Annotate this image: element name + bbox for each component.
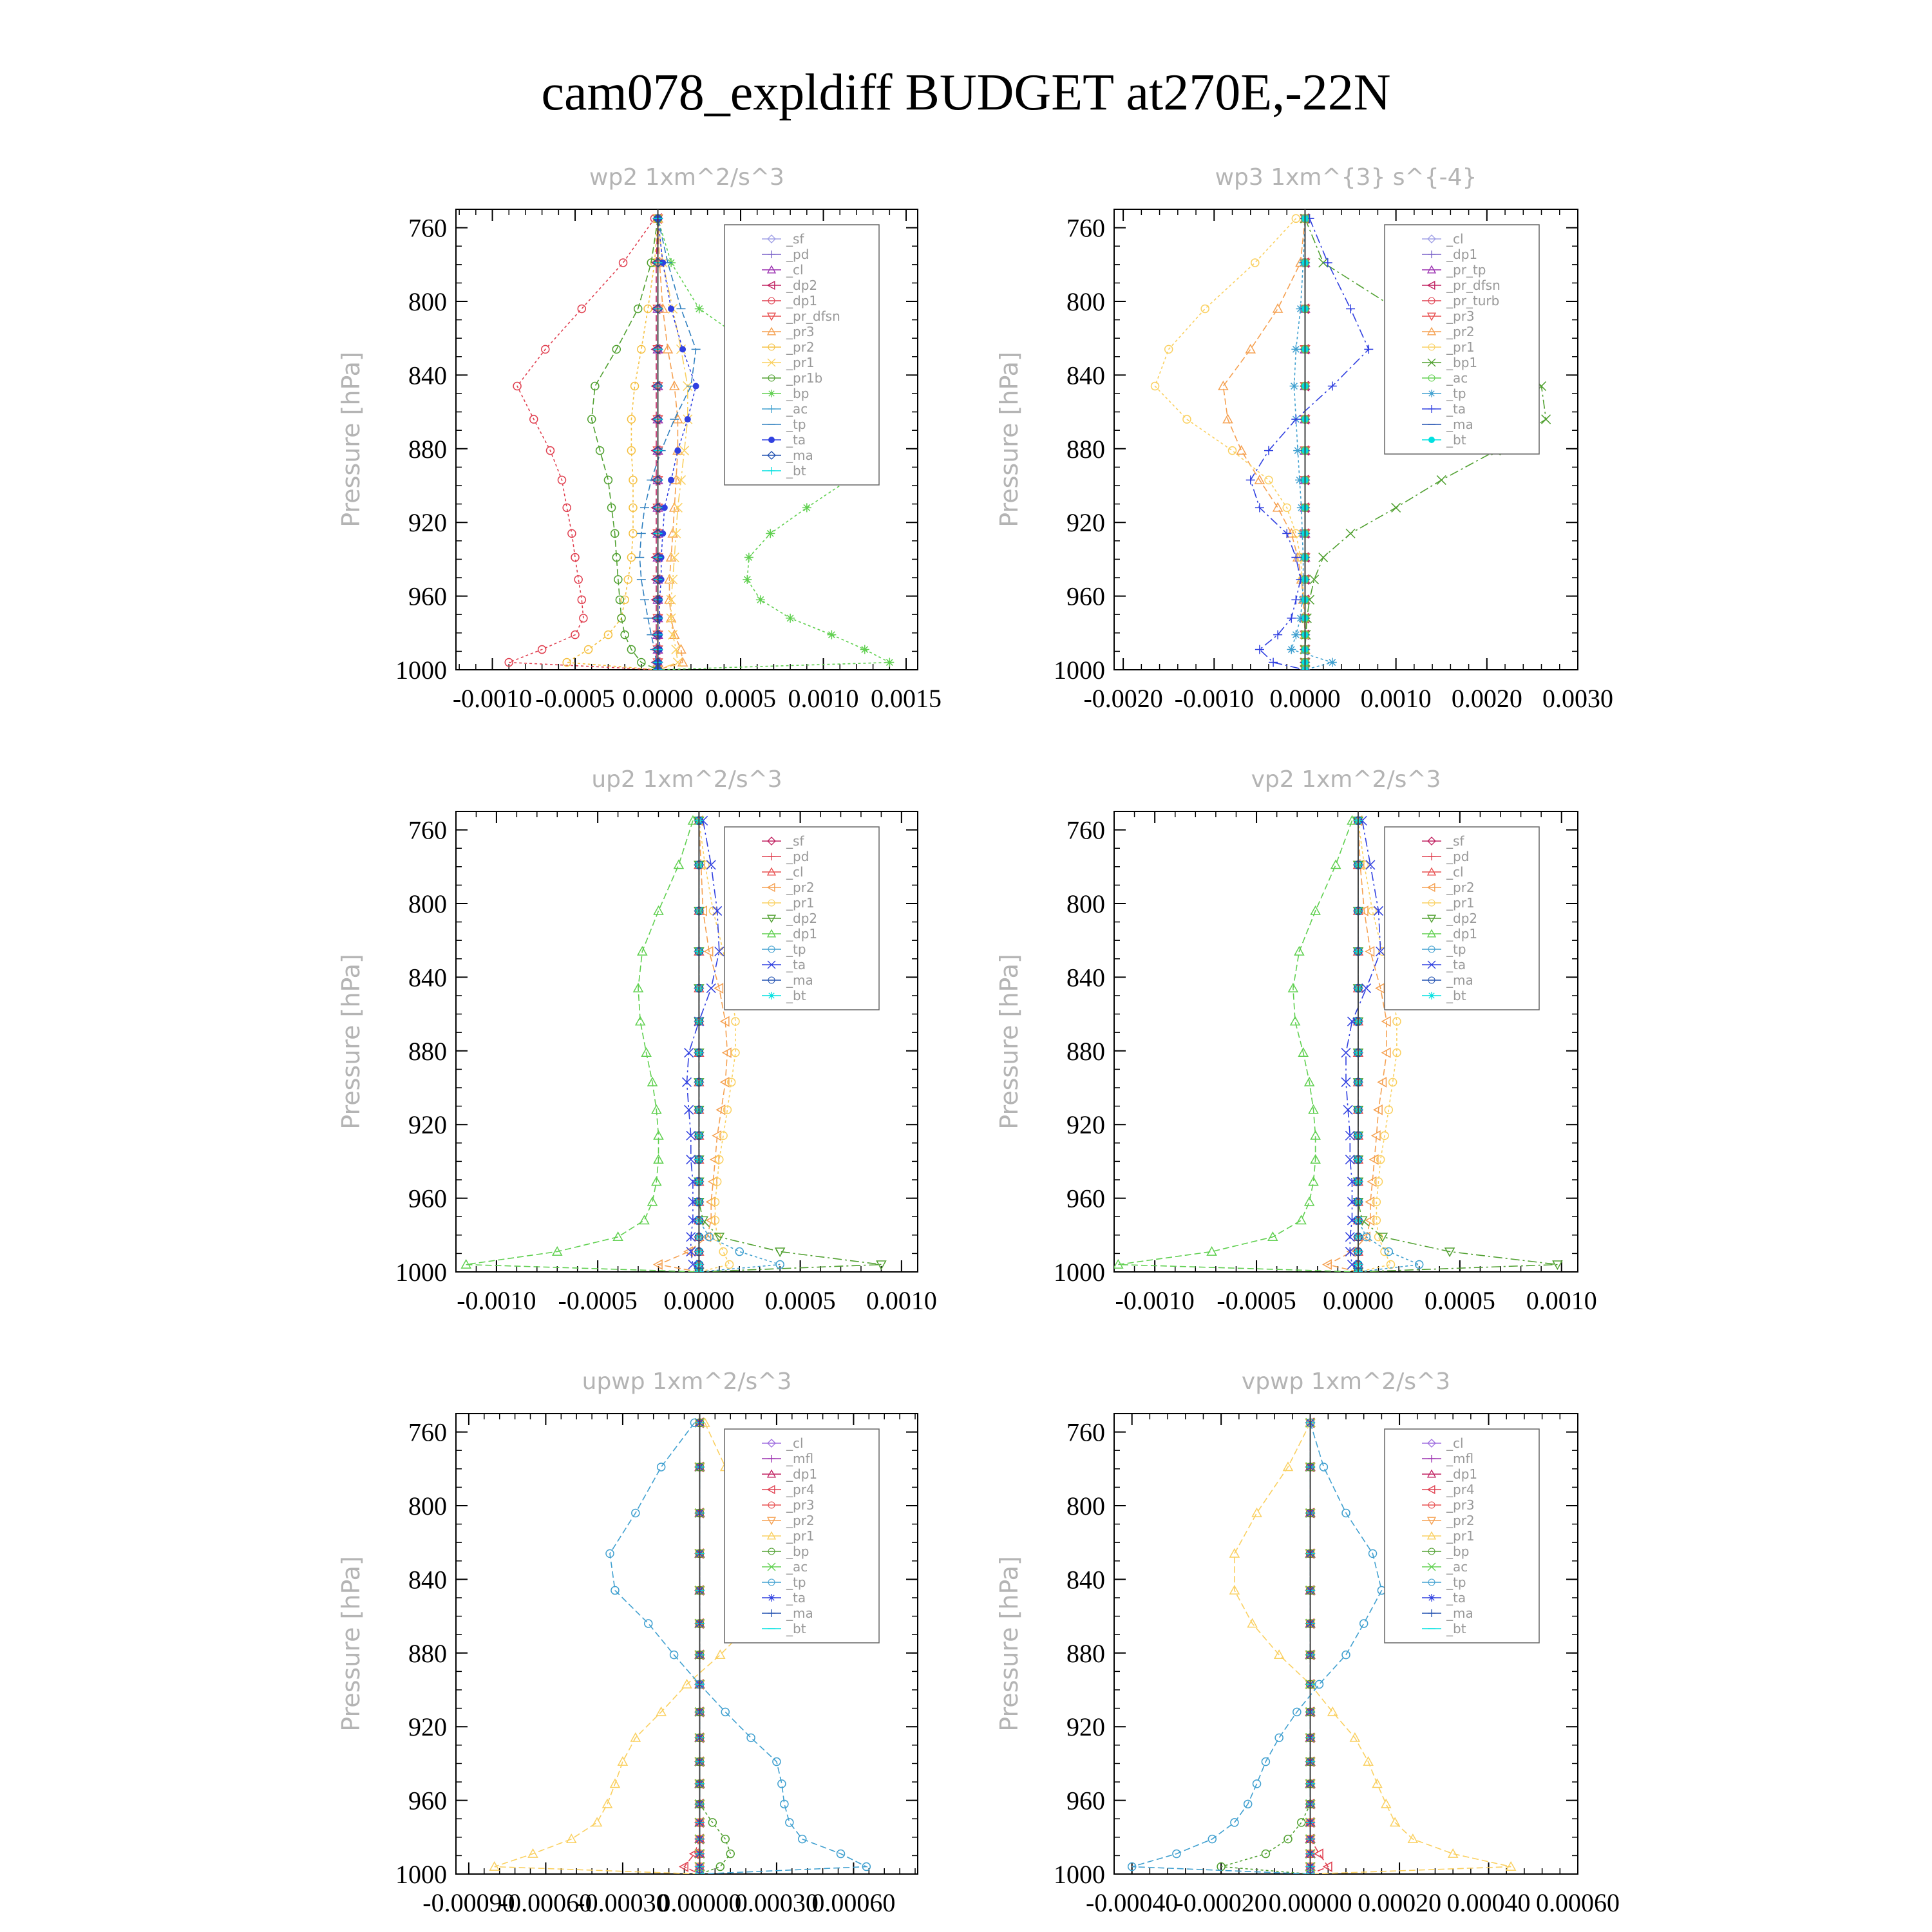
y-tick-label: 920 [1066, 1712, 1105, 1742]
panel-title: wp2 1xm^2/s^3 [589, 164, 784, 191]
x-tick-label: 0.00020 [1358, 1888, 1442, 1917]
y-tick-label: 840 [408, 963, 447, 992]
legend-label: _bt [786, 1621, 806, 1636]
legend-label: _ta [786, 1590, 806, 1605]
data-point [1273, 304, 1282, 312]
panel-6 [995, 1368, 1620, 1917]
y-tick-label: 760 [408, 1417, 447, 1447]
data-point [726, 1261, 734, 1269]
y-tick-label: 760 [408, 815, 447, 845]
data-point [1360, 1620, 1368, 1627]
data-point [1273, 503, 1282, 511]
legend-label: _tp [1446, 1575, 1466, 1590]
y-axis-label: Pressure [hPa] [995, 352, 1023, 527]
data-point [756, 595, 765, 604]
data-point [1366, 860, 1375, 869]
legend-label: _pr_dfsn [786, 308, 840, 324]
data-point [645, 1620, 652, 1627]
data-point [1346, 304, 1355, 313]
x-tick-label: 0.0010 [1526, 1286, 1597, 1315]
data-point [1381, 1799, 1390, 1808]
data-point [1291, 345, 1300, 354]
legend-marker [768, 1594, 775, 1602]
x-tick-label: 0.00000 [658, 1888, 742, 1917]
x-tick-label: 0.00000 [1268, 1888, 1352, 1917]
series-line-dp1 [466, 820, 699, 1272]
data-point [1265, 476, 1273, 484]
x-tick-label: 0.00060 [1536, 1888, 1620, 1917]
legend-label: _pr1 [786, 895, 815, 911]
y-tick-label: 760 [1066, 1417, 1105, 1447]
y-tick-label: 760 [1066, 815, 1105, 845]
data-point [1298, 1819, 1305, 1826]
panel-1 [337, 164, 942, 713]
data-point [802, 503, 811, 512]
legend-label: _dp2 [786, 278, 818, 293]
legend-label: _dp1 [786, 293, 818, 308]
y-tick-label: 840 [408, 1565, 447, 1595]
legend-label: _pr_tp [1446, 262, 1486, 278]
y-tick-label: 840 [1066, 1565, 1105, 1595]
legend-label: _pr4 [1446, 1482, 1475, 1497]
data-point [1287, 614, 1296, 623]
data-point [685, 416, 691, 422]
data-point [674, 860, 683, 869]
data-point [1323, 258, 1332, 267]
y-tick-label: 1000 [395, 656, 447, 685]
data-point [618, 1757, 627, 1766]
x-tick-label: 0.0005 [705, 684, 777, 713]
data-point [654, 906, 663, 914]
y-tick-label: 1000 [395, 1860, 447, 1889]
x-tick-label: 0.0010 [866, 1286, 937, 1315]
data-point [1310, 575, 1319, 584]
legend-label: _ta [1446, 1590, 1466, 1605]
x-tick-label: -0.0020 [1083, 684, 1163, 713]
y-tick-label: 920 [1066, 1110, 1105, 1140]
panel-title: wp3 1xm^{3} s^{-4} [1215, 164, 1477, 191]
y-tick-label: 840 [408, 361, 447, 390]
series-line-pr1b [592, 218, 658, 670]
data-point [1320, 1463, 1327, 1471]
y-tick-label: 760 [408, 213, 447, 243]
series-line-dp1 [509, 218, 658, 670]
legend-label: _pr1 [1446, 339, 1475, 355]
data-point [621, 631, 629, 639]
data-point [578, 305, 585, 312]
data-point [658, 1463, 665, 1471]
legend [1385, 1429, 1539, 1643]
data-point [1328, 658, 1337, 667]
x-tick-label: -0.0005 [535, 684, 615, 713]
series-line-pr1 [1155, 218, 1305, 670]
legend-label: _sf [786, 833, 804, 849]
y-tick-label: 880 [408, 1638, 447, 1668]
legend [724, 225, 879, 485]
y-tick-label: 920 [408, 1712, 447, 1742]
x-tick-label: -0.0010 [1174, 684, 1254, 713]
data-point [1290, 382, 1299, 391]
y-tick-label: 1000 [395, 1258, 447, 1287]
series-line-tp [1132, 1423, 1382, 1874]
data-point [1275, 1734, 1283, 1741]
legend-label: _pr2 [786, 880, 815, 895]
legend-label: _pr1 [786, 355, 815, 370]
data-point [1305, 1197, 1314, 1206]
y-tick-label: 1000 [1054, 1258, 1105, 1287]
legend-label: _pr3 [786, 1497, 815, 1513]
panel-3 [337, 766, 937, 1315]
panel-5 [337, 1368, 918, 1917]
legend-label: _bt [1446, 1621, 1466, 1636]
x-tick-label: -0.0005 [558, 1286, 638, 1315]
legend-label: _tp [786, 942, 806, 957]
y-tick-label: 960 [1066, 1786, 1105, 1815]
y-tick-label: 920 [1066, 508, 1105, 538]
legend-marker [768, 992, 775, 999]
legend-label: _dp1 [1446, 247, 1478, 262]
data-point [693, 383, 699, 390]
legend-label: _ta [1446, 957, 1466, 972]
y-tick-label: 760 [1066, 213, 1105, 243]
data-point [1387, 1261, 1394, 1269]
legend-label: _pr4 [786, 1482, 815, 1497]
series-line-bp [1221, 1423, 1310, 1874]
x-tick-label: 0.0000 [1269, 684, 1341, 713]
y-tick-label: 800 [408, 1492, 447, 1520]
x-tick-label: -0.00030 [576, 1888, 669, 1917]
legend-label: _ma [1446, 972, 1473, 988]
data-point [1319, 553, 1328, 562]
legend-label: _cl [786, 864, 804, 880]
data-point [719, 1248, 727, 1256]
data-point [735, 1248, 743, 1256]
data-point [1251, 259, 1259, 267]
y-tick-label: 960 [408, 1184, 447, 1213]
legend [724, 827, 879, 1010]
legend-label: _pr3 [1446, 308, 1475, 324]
page-title: cam078_expldiff BUDGET at270E,-22N [541, 64, 1391, 121]
data-point [668, 477, 674, 483]
data-point [679, 346, 686, 352]
x-tick-label: -0.0005 [1217, 1286, 1296, 1315]
legend-label: _dp1 [786, 926, 818, 942]
legend-label: _pd [1446, 849, 1470, 864]
data-point [1218, 382, 1227, 390]
legend-label: _tp [786, 1575, 806, 1590]
x-tick-label: 0.0000 [1322, 1286, 1394, 1315]
legend-label: _ta [1446, 401, 1466, 417]
series-line-tp [639, 218, 696, 670]
x-tick-label: -0.0010 [1115, 1286, 1195, 1315]
data-point [744, 553, 753, 562]
legend-label: _ma [1446, 417, 1473, 432]
x-tick-label: 0.0015 [871, 684, 942, 713]
legend-label: _bt [786, 463, 806, 478]
legend-label: _pd [786, 849, 810, 864]
data-point [674, 448, 681, 454]
legend-marker [1428, 1594, 1435, 1602]
x-tick-label: 0.0000 [622, 684, 694, 713]
legend-marker [1428, 390, 1435, 397]
x-tick-label: 0.0010 [788, 684, 859, 713]
x-tick-label: -0.0010 [452, 684, 533, 713]
legend-label: _ma [786, 448, 813, 463]
y-tick-label: 880 [1066, 1036, 1105, 1066]
series-line-dp1 [1118, 820, 1358, 1272]
x-tick-label: 0.00060 [811, 1888, 896, 1917]
legend-label: _cl [786, 262, 804, 278]
data-point [1246, 475, 1255, 484]
data-point [860, 645, 869, 654]
data-point [766, 529, 775, 538]
x-tick-label: 0.0020 [1451, 684, 1522, 713]
legend-label: _bp [786, 1544, 810, 1559]
legend-label: _pr1b [786, 370, 823, 386]
data-point [673, 658, 682, 667]
legend-label: _mfl [1446, 1451, 1474, 1466]
data-point [1201, 305, 1209, 312]
y-tick-label: 800 [1066, 1492, 1105, 1520]
data-point [1392, 503, 1401, 512]
panel-2 [995, 164, 1613, 713]
legend-label: _ac [786, 401, 808, 417]
data-point [786, 614, 795, 623]
data-point [743, 575, 752, 584]
data-point [1346, 529, 1355, 538]
x-tick-label: 0.0005 [764, 1286, 836, 1315]
legend-label: _cl [1446, 1435, 1464, 1451]
legend-label: _ma [786, 972, 813, 988]
y-tick-label: 800 [1066, 889, 1105, 918]
data-point [1437, 475, 1446, 484]
data-point [1448, 1850, 1457, 1858]
y-tick-label: 840 [1066, 361, 1105, 390]
legend-label: _ma [1446, 1605, 1473, 1621]
data-point [1246, 345, 1255, 353]
data-point [567, 1835, 576, 1843]
y-tick-label: 960 [1066, 582, 1105, 611]
data-point [1331, 860, 1340, 869]
legend-label: _pr2 [1446, 880, 1475, 895]
legend-label: _dp1 [1446, 926, 1478, 942]
panel-title: upwp 1xm^2/s^3 [582, 1368, 792, 1395]
y-tick-label: 800 [1066, 287, 1105, 316]
legend-label: _dp1 [1446, 1466, 1478, 1482]
legend-label: _pr3 [1446, 1497, 1475, 1513]
legend-label: _pr2 [1446, 324, 1475, 339]
y-tick-label: 880 [1066, 434, 1105, 464]
series-line-ta [1251, 218, 1369, 670]
y-axis-label: Pressure [hPa] [337, 954, 365, 1130]
legend-label: _bt [1446, 988, 1466, 1003]
x-tick-label: -0.00090 [422, 1888, 515, 1917]
data-point [614, 1233, 623, 1241]
y-axis-label: Pressure [hPa] [337, 1556, 365, 1732]
legend-label: _dp1 [786, 1466, 818, 1482]
y-tick-label: 800 [408, 287, 447, 316]
x-tick-label: -0.0010 [457, 1286, 536, 1315]
y-axis-label: Pressure [hPa] [337, 352, 365, 527]
data-point [1237, 446, 1246, 455]
legend [1385, 225, 1539, 454]
data-point [668, 305, 674, 312]
data-point [827, 630, 836, 639]
y-tick-label: 1000 [1054, 656, 1105, 685]
y-tick-label: 880 [408, 434, 447, 464]
data-point [1315, 1680, 1323, 1688]
legend-label: _cl [1446, 231, 1464, 247]
legend-label: _pr1 [1446, 895, 1475, 911]
data-point [1287, 645, 1296, 654]
y-tick-label: 960 [1066, 1184, 1105, 1213]
legend-label: _dp2 [786, 911, 818, 926]
panel-title: up2 1xm^2/s^3 [591, 766, 782, 793]
legend-label: _ac [1446, 370, 1468, 386]
series-line-ta [1346, 820, 1381, 1272]
legend-label: _dp2 [1446, 911, 1478, 926]
legend-label: _tp [1446, 942, 1466, 957]
legend-label: _sf [786, 231, 804, 247]
data-point [685, 1048, 694, 1057]
legend-label: _bt [786, 988, 806, 1003]
x-tick-label: 0.00040 [1446, 1888, 1531, 1917]
legend-label: _ac [1446, 1559, 1468, 1575]
legend-label: _sf [1446, 833, 1464, 849]
legend-label: _tp [1446, 386, 1466, 401]
panel-title: vp2 1xm^2/s^3 [1251, 766, 1441, 793]
legend-label: _pr3 [786, 324, 815, 339]
y-tick-label: 960 [408, 582, 447, 611]
legend-label: _pr2 [786, 339, 815, 355]
x-tick-label: 0.0000 [663, 1286, 735, 1315]
legend-label: _mfl [786, 1451, 814, 1466]
data-point [716, 1863, 724, 1871]
legend-label: _pr1 [786, 1528, 815, 1544]
y-tick-label: 840 [1066, 963, 1105, 992]
legend-label: _pr_turb [1446, 293, 1500, 308]
y-tick-label: 880 [408, 1036, 447, 1066]
legend-marker [1428, 437, 1435, 443]
legend-label: _pd [786, 247, 810, 262]
x-tick-label: 0.0010 [1360, 684, 1432, 713]
data-point [885, 658, 894, 667]
x-tick-label: 0.0030 [1542, 684, 1613, 713]
x-tick-label: 0.00030 [734, 1888, 819, 1917]
y-tick-label: 920 [408, 508, 447, 538]
legend-label: _pr1 [1446, 1528, 1475, 1544]
data-point [620, 259, 627, 267]
y-axis-label: Pressure [hPa] [995, 954, 1023, 1130]
data-point [1542, 415, 1551, 424]
x-tick-label: 0.0005 [1424, 1286, 1495, 1315]
legend-marker [768, 437, 775, 443]
data-point [786, 1819, 793, 1826]
y-tick-label: 1000 [1054, 1860, 1105, 1889]
legend-label: _ta [786, 957, 806, 972]
legend-label: _ta [786, 432, 806, 448]
legend-label: _tp [786, 417, 806, 432]
legend-marker [1428, 992, 1435, 999]
x-tick-label: -0.00060 [499, 1888, 592, 1917]
legend-label: _pr2 [786, 1513, 815, 1528]
legend-label: _bp [1446, 1544, 1470, 1559]
y-tick-label: 920 [408, 1110, 447, 1140]
legend-label: _bp [786, 386, 810, 401]
series-line-pr2 [1223, 218, 1305, 670]
legend-label: _ac [786, 1559, 808, 1575]
legend-label: _cl [786, 1435, 804, 1451]
legend-label: _bp1 [1446, 355, 1478, 370]
panels [337, 164, 1620, 1917]
legend [724, 1429, 879, 1643]
data-point [1253, 1508, 1262, 1517]
legend-label: _cl [1446, 864, 1464, 880]
legend-label: _ma [786, 1605, 813, 1621]
data-point [1229, 447, 1236, 455]
x-tick-label: -0.00040 [1086, 1888, 1179, 1917]
y-tick-label: 800 [408, 889, 447, 918]
legend [1385, 827, 1539, 1010]
data-point [1291, 630, 1300, 639]
data-point [604, 476, 612, 484]
legend-label: _pr2 [1446, 1513, 1475, 1528]
legend-marker [768, 390, 775, 397]
legend-label: _pr_dfsn [1446, 278, 1501, 293]
data-point [695, 304, 704, 313]
x-tick-label: -0.00020 [1175, 1888, 1267, 1917]
y-tick-label: 880 [1066, 1638, 1105, 1668]
data-point [747, 1734, 755, 1741]
y-tick-label: 960 [408, 1786, 447, 1815]
y-axis-label: Pressure [hPa] [995, 1556, 1023, 1732]
panel-title: vpwp 1xm^2/s^3 [1241, 1368, 1451, 1395]
data-point [1341, 1048, 1350, 1057]
legend-label: _bt [1446, 432, 1466, 448]
panel-4 [995, 766, 1597, 1315]
